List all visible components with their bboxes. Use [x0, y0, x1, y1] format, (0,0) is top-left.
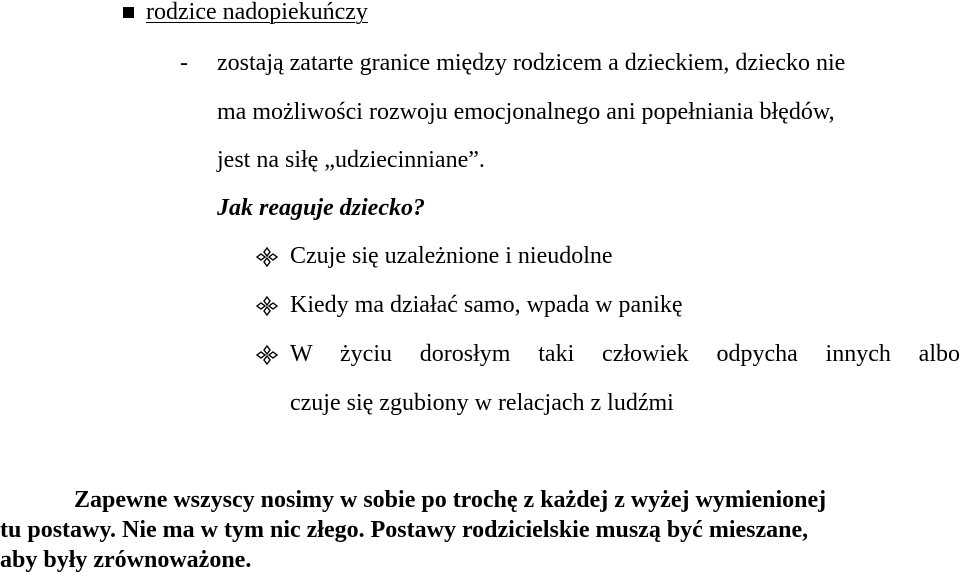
paragraph-line: jest na siłę „udziecinniane”. [217, 147, 485, 173]
list-item: W życiu dorosłym taki człowiek odpycha innych albo [290, 341, 960, 367]
paragraph-line: ma możliwości rozwoju emocjonalnego ani popełniania błędów, [217, 99, 835, 125]
list-item-continuation: czuje się zgubiony w relacjach z ludźmi [290, 390, 674, 416]
dash-bullet: - [180, 50, 188, 76]
list-item: Kiedy ma działać samo, wpada w panikę [290, 292, 683, 318]
summary-line: Zapewne wszyscy nosimy w sobie po trochę z każdej z wyżej wymienionej [74, 487, 827, 513]
list-item: Czuje się uzależnione i nieudolne [290, 243, 613, 269]
paragraph-line: zostają zatarte granice między rodzicem a dzieckiem, dziecko nie [217, 50, 846, 76]
question-heading: Jak reaguje dziecko? [217, 195, 425, 221]
summary-line: aby były zrównoważone. [0, 547, 252, 573]
four-diamond-icon [256, 247, 278, 267]
section-heading: rodzice nadopiekuńczy [146, 0, 368, 25]
square-bullet-icon [123, 7, 134, 18]
four-diamond-icon [256, 296, 278, 316]
four-diamond-icon [256, 345, 278, 365]
summary-line: tu postawy. Nie ma w tym nic złego. Postawy rodzicielskie muszą być mieszane, [0, 517, 809, 543]
